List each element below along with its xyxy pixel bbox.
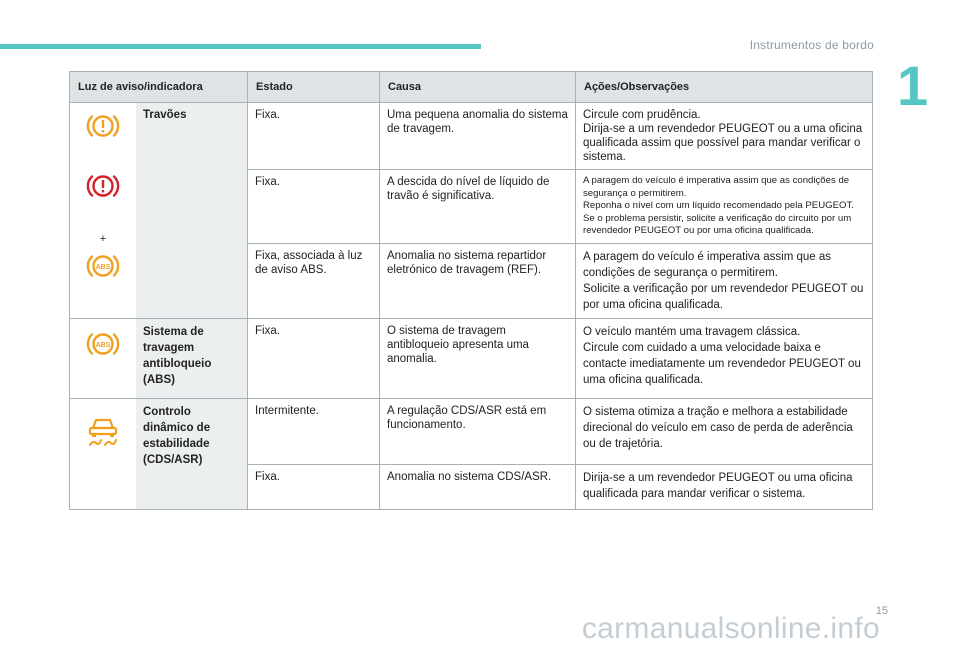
action-cell [576, 170, 873, 244]
action-line: Dirija-se a um revendedor PEUGEOT ou uma oficina qualificada para mandar verificar o sistema. [583, 471, 853, 500]
brake-icons-cell [70, 103, 137, 319]
action-cell [576, 318, 873, 398]
plus-sign: + [99, 233, 107, 245]
action-line: Circule com prudência. Dirija-se a um revendedor PEUGEOT ou a uma oficina qualificada assim que possível para mandar verificar o sistema. [583, 109, 863, 163]
table-row [70, 398, 873, 464]
state-cell: Fixa. [248, 170, 380, 244]
section-title: Instrumentos de bordo [749, 38, 874, 52]
cds-icon-cell [70, 398, 137, 509]
abs-warning-icon [86, 330, 120, 358]
action-line: A paragem do veículo é imperativa assim que as condições de segurança o permitirem. Reponha o nível com um líquido recomendado pela PEUGEOT. Se o problema persistir, solicite a verificação do circuito por um revendedor PEUGEOT ou por uma oficina qualificada. [583, 175, 854, 236]
state-cell: Fixa. [248, 464, 380, 509]
col-header-state: Estado [248, 72, 380, 103]
cause-cell: Anomalia no sistema CDS/ASR. [380, 464, 576, 509]
action-cell [576, 464, 873, 509]
cause-cell: Uma pequena anomalia do sistema de travagem. [380, 103, 576, 170]
chapter-number: 1 [897, 54, 929, 117]
col-header-actions: Ações/Observações [576, 72, 873, 103]
svg-text:ABS: ABS [95, 341, 111, 349]
action-cell [576, 243, 873, 318]
action-line: O veículo mantém uma travagem clássica. Circule com cuidado a uma velocidade baixa e contacte imediatamente um revendedor PEUGEOT ou uma oficina qualificada. [583, 325, 861, 386]
group-name-cds-asr: Controlo dinâmico de estabilidade (CDS/ASR) [136, 398, 248, 509]
state-cell: Fixa. [248, 103, 380, 170]
warning-lights-table [69, 71, 873, 510]
watermark: carmanualsonline.info [581, 612, 880, 645]
state-cell: Fixa. [248, 318, 380, 398]
table-row [70, 318, 873, 398]
action-cell [576, 398, 873, 464]
table-header-row [70, 72, 873, 103]
action-line: A paragem do veículo é imperativa assim que as condições de segurança o permitirem. Solicite a verificação por um revendedor PEUGEOT ou por uma oficina qualificada. [583, 250, 864, 311]
state-cell: Intermitente. [248, 398, 380, 464]
page-number: 15 [875, 605, 888, 617]
col-header-light: Luz de aviso/indicadora [70, 72, 248, 103]
table-row [70, 103, 873, 170]
brake-warning-amber-icon [86, 112, 120, 140]
top-accent-bar [0, 44, 481, 49]
cause-cell: O sistema de travagem antibloqueio apresenta uma anomalia. [380, 318, 576, 398]
svg-text:ABS: ABS [95, 264, 111, 271]
brake-warning-red-icon [86, 172, 120, 200]
action-line: O sistema otimiza a tração e melhora a estabilidade direcional do veículo em caso de perda de aderência ou de trajetória. [583, 405, 853, 450]
abs-warning-icon [86, 252, 120, 280]
cause-cell: A regulação CDS/ASR está em funcionamento. [380, 398, 576, 464]
group-name-abs: Sistema de travagem antibloqueio (ABS) [136, 318, 248, 398]
group-name-brakes: Travões [136, 103, 248, 319]
state-cell: Fixa, associada à luz de aviso ABS. [248, 243, 380, 318]
action-cell [576, 103, 873, 170]
abs-icon-cell [70, 318, 137, 398]
col-header-cause: Causa [380, 72, 576, 103]
cause-cell: A descida do nível de líquido de travão é significativa. [380, 170, 576, 244]
cause-cell: Anomalia no sistema repartidor eletrónico de travagem (REF). [380, 243, 576, 318]
stability-control-icon [84, 412, 122, 448]
